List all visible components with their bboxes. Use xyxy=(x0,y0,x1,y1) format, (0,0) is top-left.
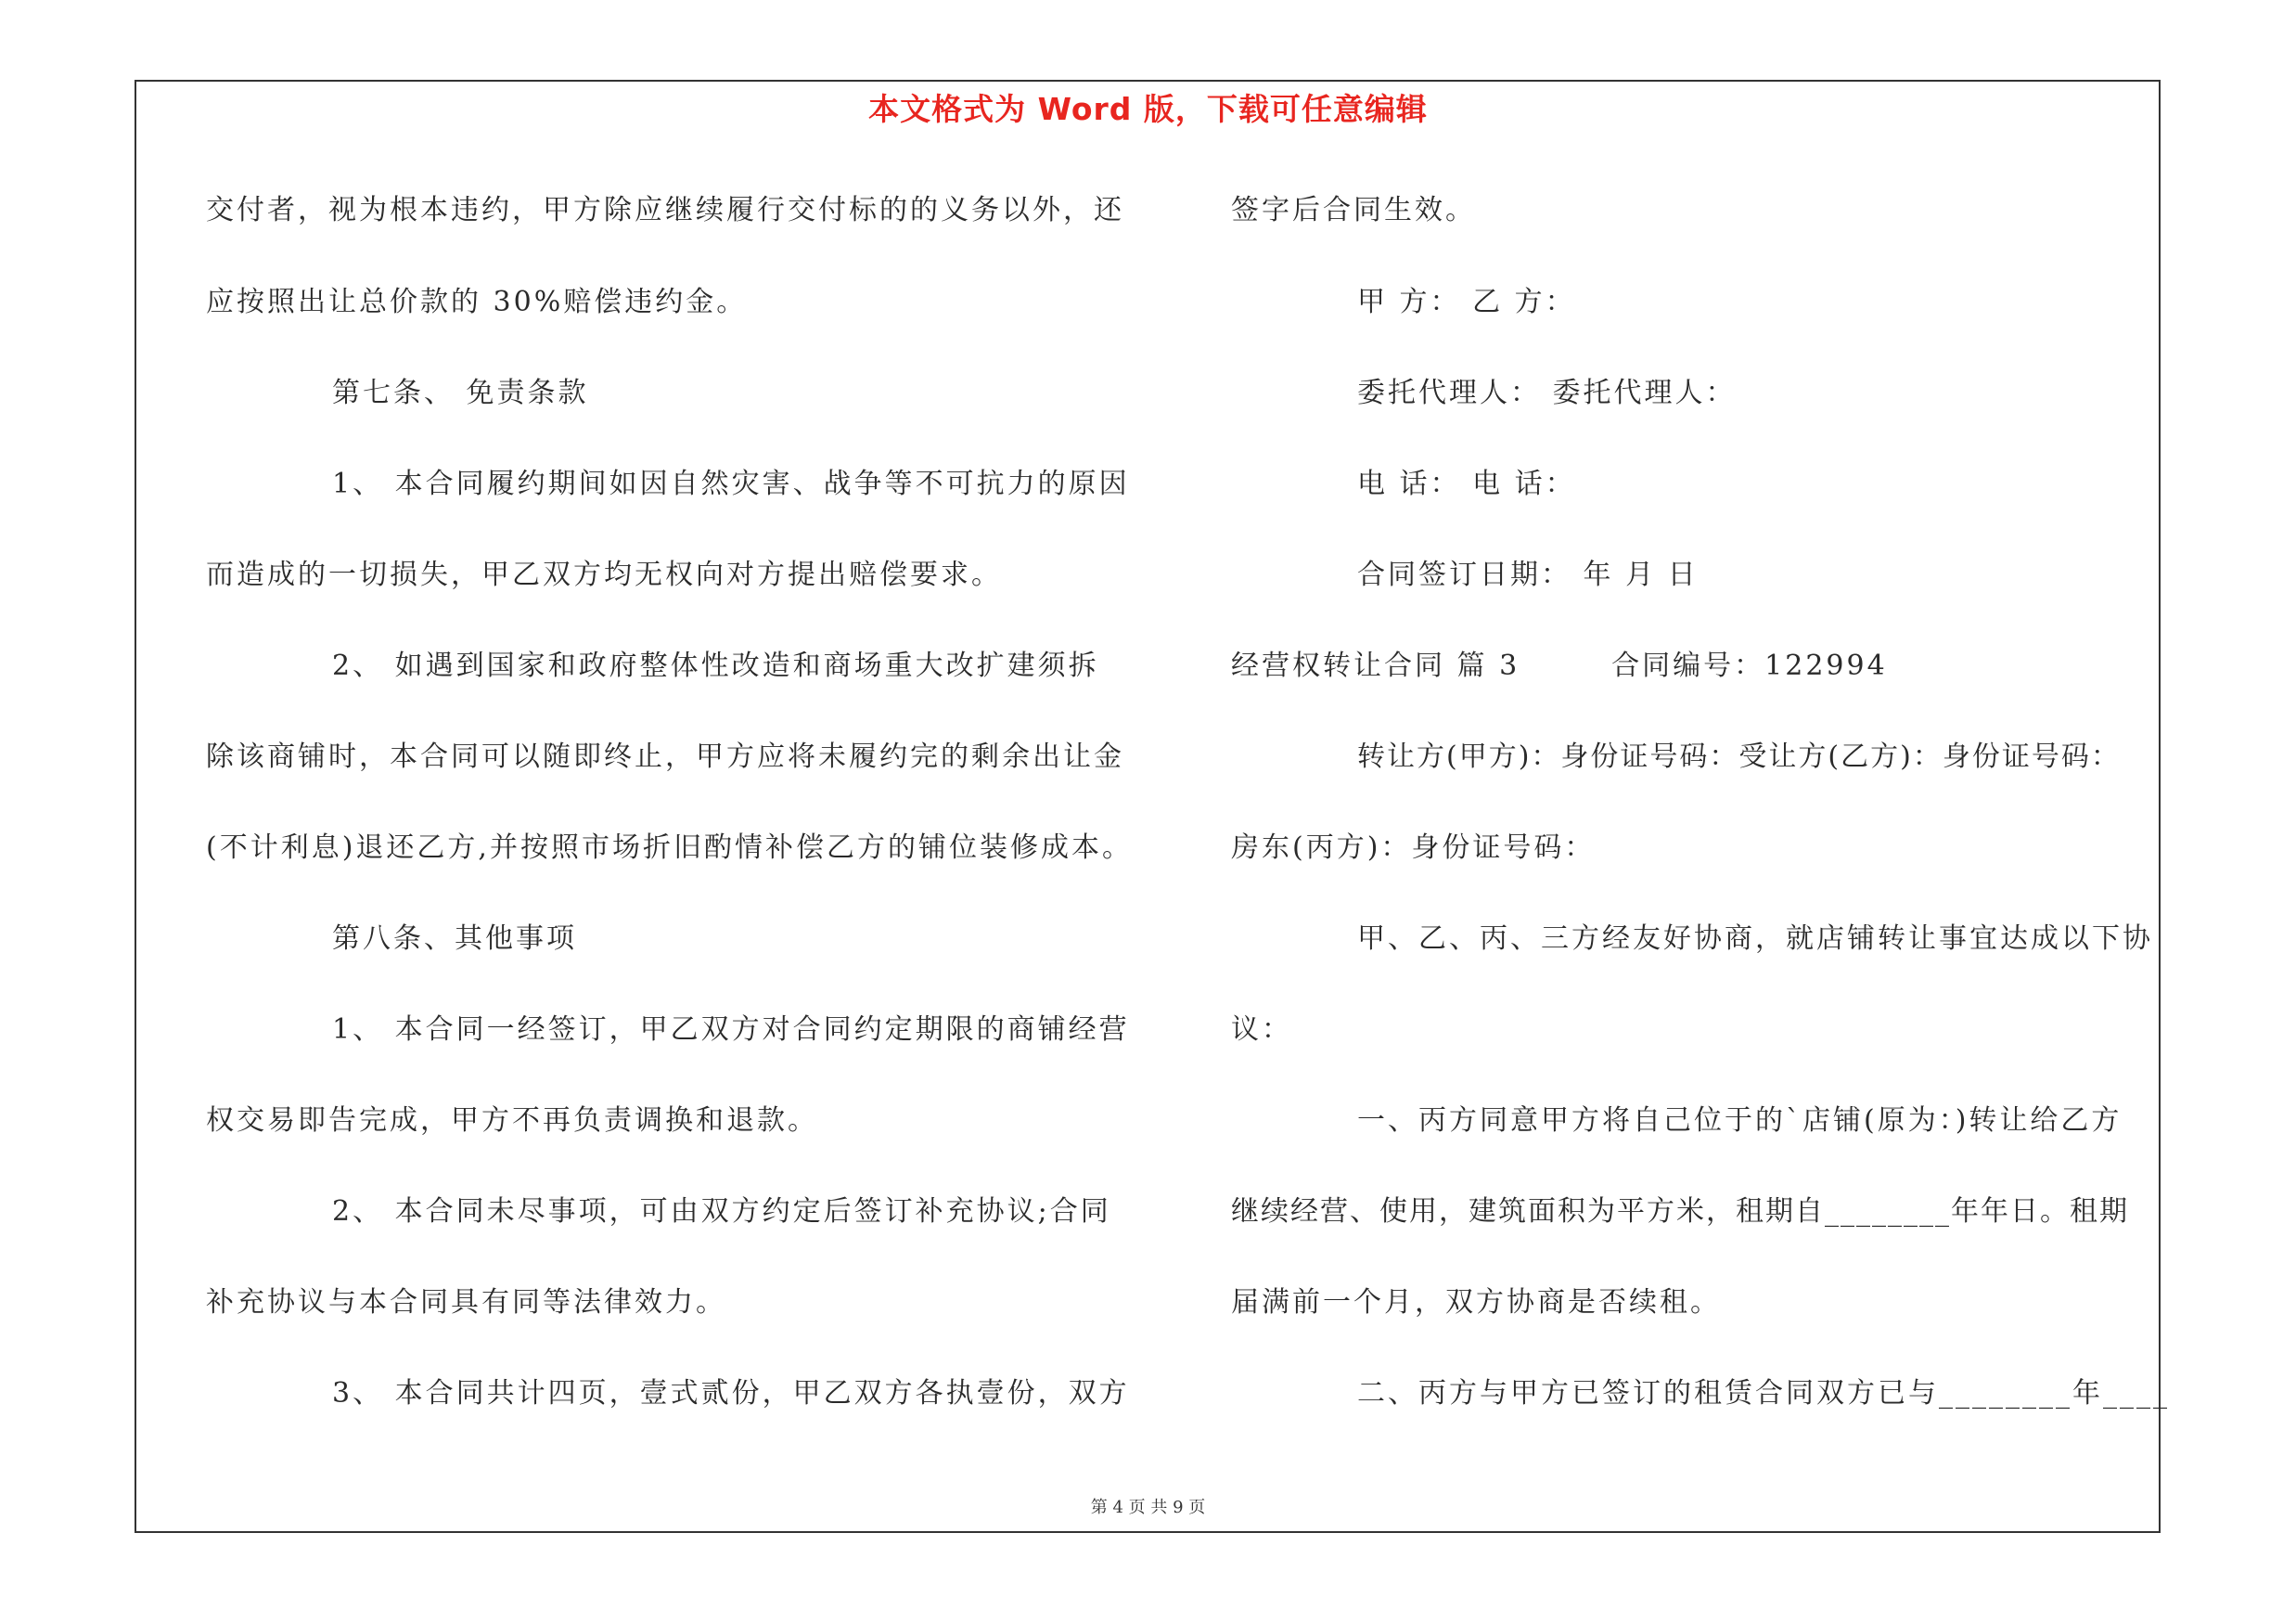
paragraph-line: 届满前一个月，双方协商是否续租。 xyxy=(1231,1286,1721,1319)
signing-date: 合同签订日期： 年 月 日 xyxy=(1357,559,1699,591)
paragraph-line: 权交易即告完成，甲方不再负责调换和退款。 xyxy=(206,1104,818,1137)
paragraph-line: 二、丙方与甲方已签订的租赁合同双方已与________年____ xyxy=(1357,1377,2170,1410)
signature-agents: 委托代理人： 委托代理人： xyxy=(1357,377,1737,409)
signature-phones: 电 话： 电 话： xyxy=(1357,468,1576,500)
paragraph-line: 交付者，视为根本违约，甲方除应继续履行交付标的的义务以外，还 xyxy=(206,194,1124,226)
paragraph-line: 1、 本合同一经签订，甲乙双方对合同约定期限的商铺经营 xyxy=(332,1013,1130,1046)
paragraph-line: (不计利息)退还乙方,并按照市场折旧酌情补偿乙方的铺位装修成本。 xyxy=(206,831,1133,864)
paragraph-line: 一、丙方同意甲方将自己位于的`店铺(原为：)转让给乙方 xyxy=(1357,1104,2123,1137)
page-number: 第 4 页 共 9 页 xyxy=(1090,1498,1206,1517)
paragraph-line: 2、 本合同未尽事项，可由双方约定后签订补充协议;合同 xyxy=(332,1195,1111,1228)
paragraph-line: 继续经营、使用，建筑面积为平方米，租期自________年年日。租期 xyxy=(1231,1195,2129,1228)
paragraph-line: 补充协议与本合同具有同等法律效力。 xyxy=(206,1286,726,1319)
paragraph-line: 议： xyxy=(1231,1013,1292,1046)
paragraph-line: 房东(丙方)：身份证号码： xyxy=(1231,831,1596,864)
paragraph-line: 签字后合同生效。 xyxy=(1231,194,1476,226)
paragraph-line: 3、 本合同共计四页，壹式贰份，甲乙双方各执壹份，双方 xyxy=(332,1377,1130,1410)
paragraph-line: 2、 如遇到国家和政府整体性改造和商场重大改扩建须拆 xyxy=(332,650,1099,682)
paragraph-line: 应按照出让总价款的 30%赔偿违约金。 xyxy=(206,286,748,318)
paragraph-line: 1、 本合同履约期间如因自然灾害、战争等不可抗力的原因 xyxy=(332,468,1130,500)
paragraph-line: 除该商铺时，本合同可以随即终止，甲方应将未履约完的剩余出让金 xyxy=(206,741,1124,773)
section-heading: 第七条、 免责条款 xyxy=(332,377,589,409)
paragraph-line: 甲、乙、丙、三方经友好协商，就店铺转让事宜达成以下协 xyxy=(1357,922,2153,955)
format-banner: 本文格式为 Word 版，下载可任意编辑 xyxy=(868,91,1428,127)
paragraph-line: 而造成的一切损失，甲乙双方均无权向对方提出赔偿要求。 xyxy=(206,559,1002,591)
paragraph-line: 转让方(甲方)：身份证号码：受让方(乙方)：身份证号码： xyxy=(1357,741,2121,773)
section-heading: 第八条、其他事项 xyxy=(332,922,577,955)
contract-title: 经营权转让合同 篇 3 合同编号：122994 xyxy=(1231,650,1888,682)
signature-parties: 甲 方： 乙 方： xyxy=(1357,286,1576,318)
